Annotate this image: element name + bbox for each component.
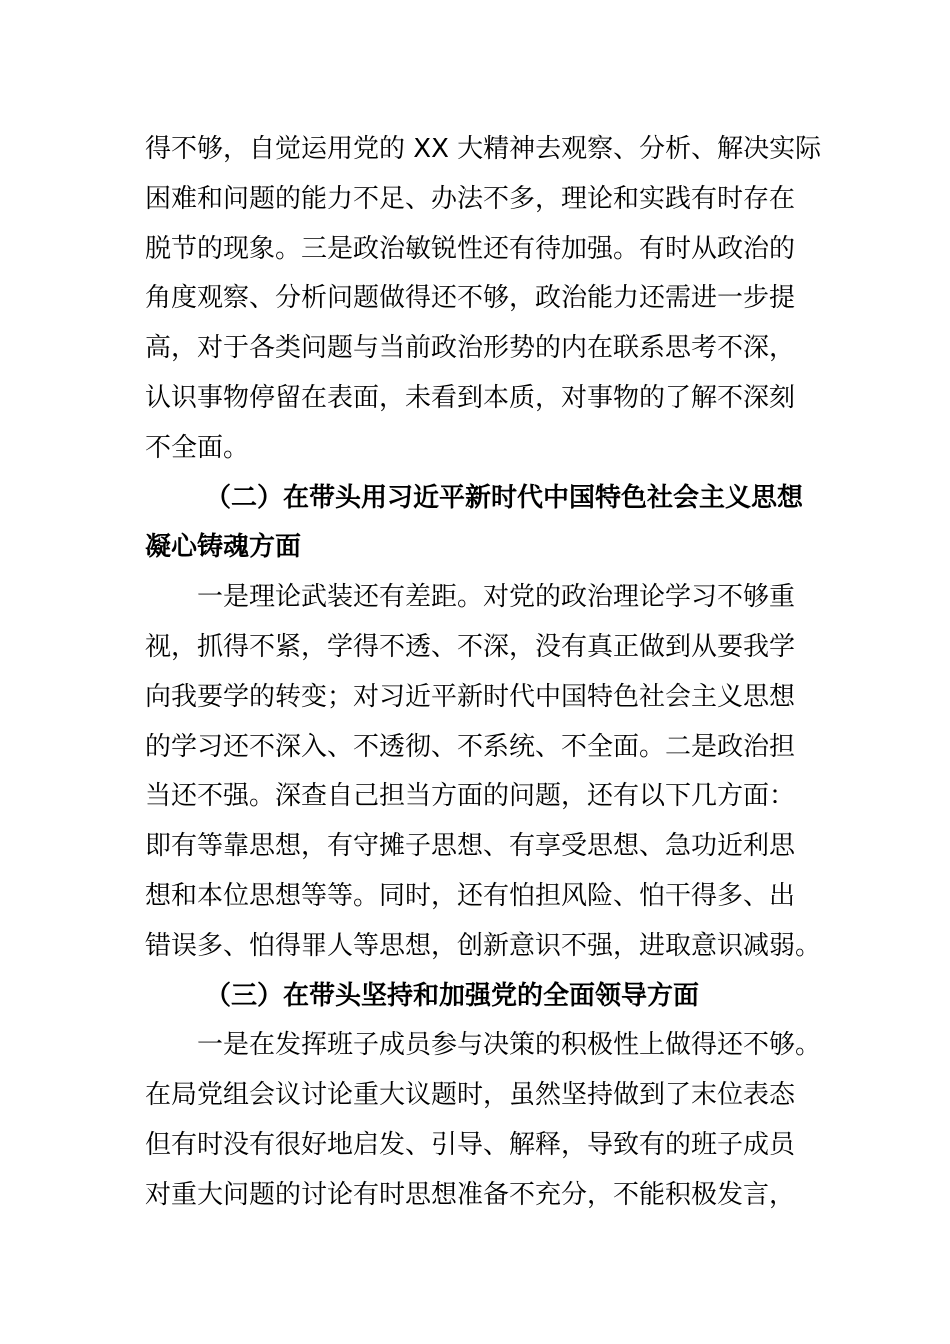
paragraph-line: 一是理论武装还有差距。对党的政治理论学习不够重 bbox=[197, 582, 796, 613]
paragraph-line: 一是在发挥班子成员参与决策的积极性上做得还不够。 bbox=[197, 1030, 822, 1061]
paragraph-line: 脱节的现象。三是政治敏锐性还有待加强。有时从政治的 bbox=[145, 233, 796, 264]
section-heading-line: （三）在带头坚持和加强党的全面领导方面 bbox=[205, 980, 700, 1011]
paragraph-line: 的学习还不深入、不透彻、不系统、不全面。二是政治担 bbox=[145, 731, 796, 762]
paragraph-line: 但有时没有很好地启发、引导、解释，导致有的班子成员 bbox=[145, 1129, 796, 1160]
paragraph-line: 角度观察、分析问题做得还不够，政治能力还需进一步提 bbox=[145, 283, 796, 314]
paragraph-line: 想和本位思想等等。同时，还有怕担风险、怕干得多、出 bbox=[145, 880, 796, 911]
paragraph-line: 即有等靠思想，有守摊子思想、有享受思想、急功近利思 bbox=[145, 831, 796, 862]
paragraph-line: 在局党组会议讨论重大议题时，虽然坚持做到了末位表态 bbox=[145, 1080, 796, 1111]
paragraph-line: 错误多、怕得罪人等思想，创新意识不强，进取意识减弱。 bbox=[145, 930, 822, 961]
paragraph-line: 认识事物停留在表面，未看到本质，对事物的了解不深刻 bbox=[145, 382, 796, 413]
paragraph-line: 向我要学的转变；对习近平新时代中国特色社会主义思想 bbox=[145, 681, 796, 712]
paragraph-line: 视，抓得不紧，学得不透、不深，没有真正做到从要我学 bbox=[145, 631, 796, 662]
paragraph-line: 当还不强。深查自己担当方面的问题，还有以下几方面： bbox=[145, 781, 796, 812]
section-heading-line: 凝心铸魂方面 bbox=[145, 532, 302, 563]
paragraph-line: 困难和问题的能力不足、办法不多，理论和实践有时存在 bbox=[145, 183, 796, 214]
paragraph-line: 对重大问题的讨论有时思想准备不充分，不能积极发言， bbox=[145, 1179, 796, 1210]
paragraph-line: 得不够，自觉运用党的 XX 大精神去观察、分析、解决实际 bbox=[145, 134, 822, 164]
section-heading-line: （二）在带头用习近平新时代中国特色社会主义思想 bbox=[205, 482, 804, 513]
document-body bbox=[145, 125, 822, 1221]
paragraph-line: 不全面。 bbox=[145, 432, 250, 463]
paragraph-line: 高，对于各类问题与当前政治形势的内在联系思考不深， bbox=[145, 333, 796, 364]
